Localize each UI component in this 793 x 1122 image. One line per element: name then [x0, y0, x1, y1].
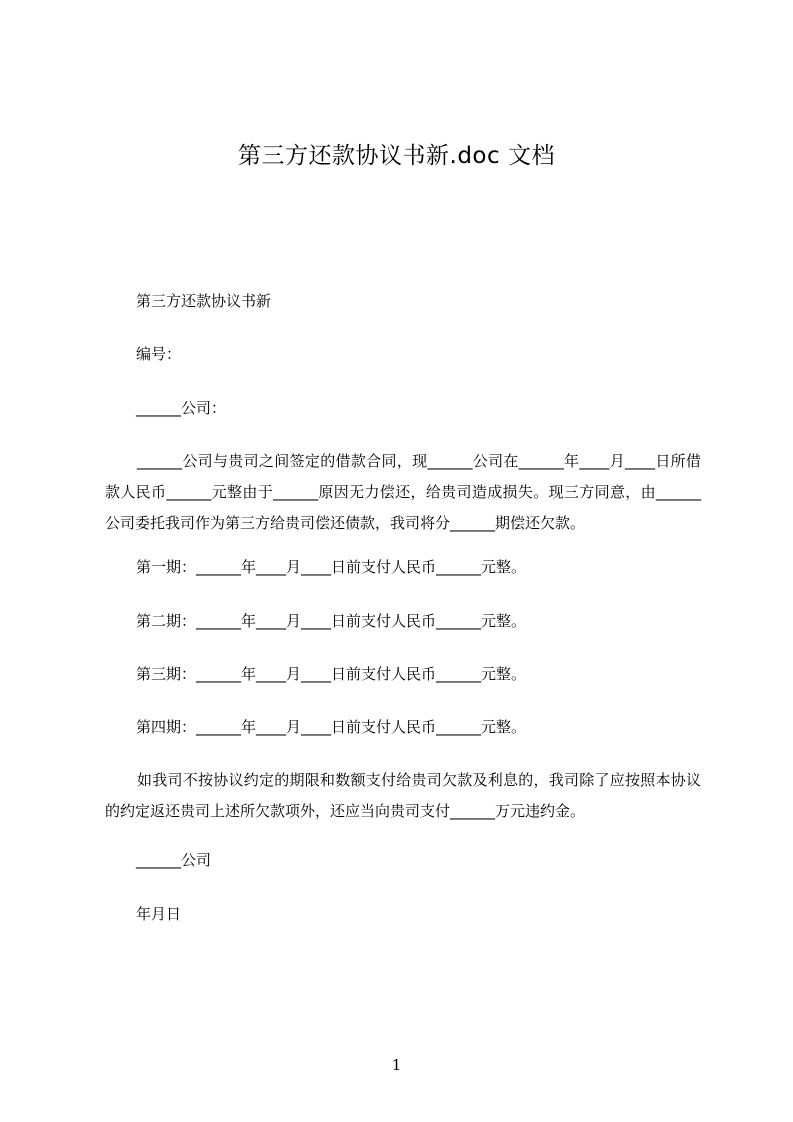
agreement-heading: 第三方还款协议书新: [136, 292, 272, 310]
number-label: 编号：: [136, 345, 182, 363]
page-number: 1: [391, 1056, 402, 1074]
document-title: 第三方还款协议书新.doc 文档: [238, 143, 555, 169]
date-line: 年月日: [136, 905, 182, 923]
body-paragraph: ______公司与贵司之间签定的借款合同，现______公司在______年____月____日所借款人民币______元整由于______原因无力偿还，给贵司造成损失。现三方同意，由______公司委托我司作为第三方给贵司偿还债款，我司将分______期偿还欠款。: [105, 452, 701, 532]
addressee-line: ______公司：: [136, 399, 227, 417]
signature-company: ______公司: [136, 851, 212, 869]
installment-3: 第三期：______年____月____日前支付人民币______元整。: [136, 665, 527, 683]
installment-4: 第四期：______年____月____日前支付人民币______元整。: [136, 718, 527, 736]
penalty-paragraph: 如我司不按协议约定的期限和数额支付给贵司欠款及利息的，我司除了应按照本协议的约定返还贵司上述所欠款项外，还应当向贵司支付______万元违约金。: [105, 771, 701, 820]
installment-1: 第一期：______年____月____日前支付人民币______元整。: [136, 558, 527, 576]
installment-2: 第二期：______年____月____日前支付人民币______元整。: [136, 612, 527, 630]
